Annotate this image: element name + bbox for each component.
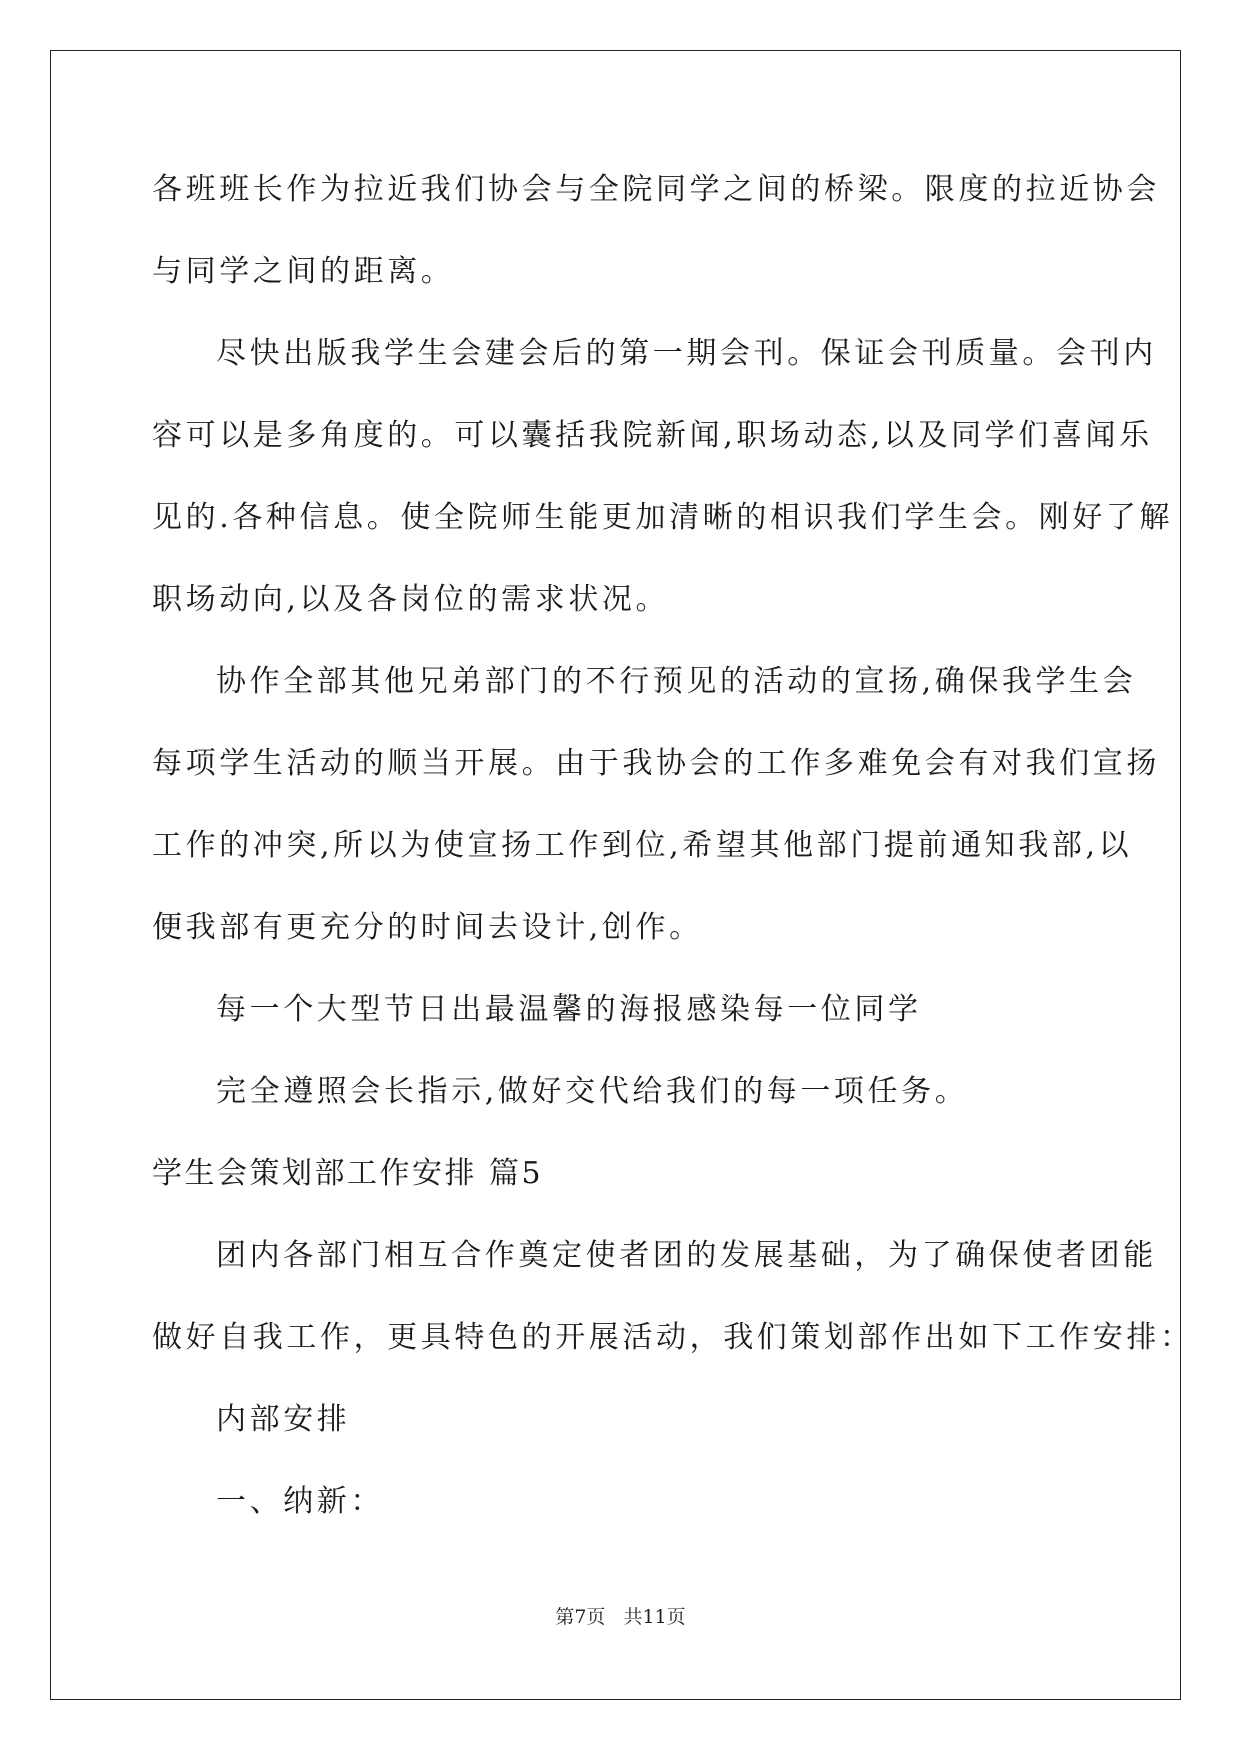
paragraph-line: 见的.各种信息。使全院师生能更加清晰的相识我们学生会。刚好了解 <box>152 500 1174 535</box>
subheading: 内部安排 <box>216 1402 351 1437</box>
paragraph-line: 完全遵照会长指示,做好交代给我们的每一项任务。 <box>216 1074 969 1109</box>
paragraph-line: 各班班长作为拉近我们协会与全院同学之间的桥梁。限度的拉近协会 <box>152 172 1160 207</box>
paragraph-line: 每一个大型节日出最温馨的海报感染每一位同学 <box>216 992 922 1027</box>
page-footer <box>0 1602 1241 1629</box>
paragraph-line: 协作全部其他兄弟部门的不行预见的活动的宣扬,确保我学生会 <box>216 664 1137 699</box>
page-number: 第7页 <box>555 1606 606 1628</box>
paragraph-line: 尽快出版我学生会建会后的第一期会刊。保证会刊质量。会刊内 <box>216 336 1157 371</box>
paragraph-line: 做好自我工作，更具特色的开展活动，我们策划部作出如下工作安排： <box>152 1320 1194 1355</box>
paragraph-line: 工作的冲突,所以为使宣扬工作到位,希望其他部门提前通知我部,以 <box>152 828 1133 863</box>
document-body <box>152 160 1194 1554</box>
paragraph-line: 团内各部门相互合作奠定使者团的发展基础，为了确保使者团能 <box>216 1238 1157 1273</box>
paragraph-line: 容可以是多角度的。可以囊括我院新闻,职场动态,以及同学们喜闻乐 <box>152 418 1153 453</box>
paragraph-line: 职场动向,以及各岗位的需求状况。 <box>152 582 670 617</box>
section-heading: 学生会策划部工作安排 篇5 <box>152 1156 544 1191</box>
list-heading: 一、纳新： <box>216 1484 384 1519</box>
page-total: 共11页 <box>623 1606 686 1628</box>
paragraph-line: 便我部有更充分的时间去设计,创作。 <box>152 910 703 945</box>
paragraph-line: 与同学之间的距离。 <box>152 254 455 289</box>
paragraph-line: 每项学生活动的顺当开展。由于我协会的工作多难免会有对我们宣扬 <box>152 746 1160 781</box>
